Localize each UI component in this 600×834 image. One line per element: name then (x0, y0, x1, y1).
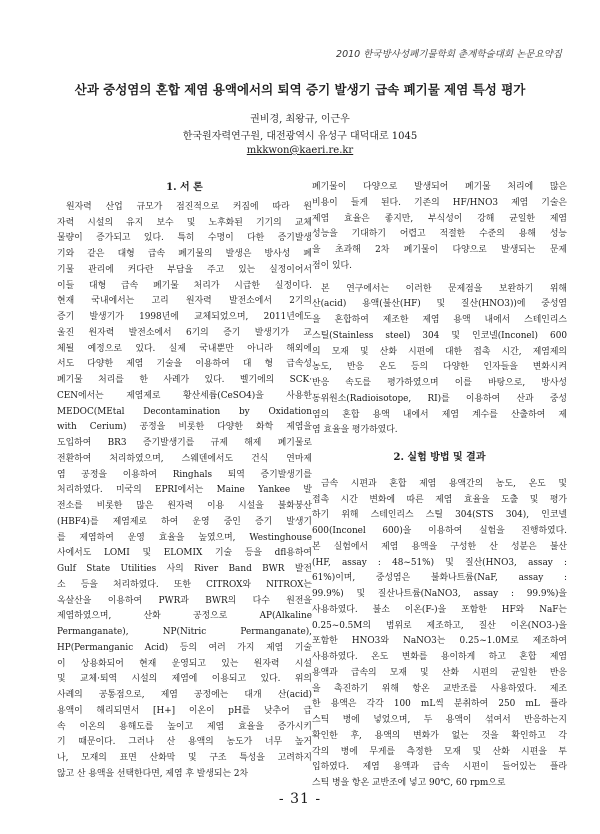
text-line: 금속 시편과 혼합 제염 용액간의 농도, 온도 및 (321, 478, 567, 489)
text-line: 비용이 들게 된다. 기존의 HF/HNO3 제염 기술은 (312, 197, 567, 208)
proceedings-header: 2010 한국방사성폐기물학회 춘계학술대회 논문요약집 (336, 49, 562, 60)
text-line: 을 혼합하여 제조한 제염 용액 내에서 스테인리스 (312, 315, 567, 325)
text-line: 0.25~0.5M의 범위로 제조하고, 질산 이온(NO3-)을 (312, 620, 567, 631)
paper-affiliation: 한국원자력연구원, 대전광역시 유성구 대덕대로 1045 (182, 131, 418, 142)
text-line: (HBF4)를 제염제로 하여 운영 중인 증기 발생기 (57, 516, 312, 527)
section-heading-methods: 2. 실험 방법 및 결과 (393, 452, 486, 463)
text-line: 기물 관리에 커다란 부담을 주고 있는 실정이어서 (57, 264, 312, 275)
text-line: 기와 같은 대형 급속 폐기물의 발생은 방사성 폐 (57, 249, 312, 259)
text-line: 점이 있다. (312, 260, 352, 271)
text-line: 물량이 증가되고 있다. 특히 수명이 다한 증기발생 (57, 233, 312, 244)
text-line: 사례의 공통점으로, 제염 공정에는 대개 산(acid) (57, 690, 312, 700)
methods-body (312, 477, 567, 792)
text-line: 스틱 병을 항온 교반조에 넣고 90℃, 60 rpm으로 (312, 778, 506, 788)
text-line: 원자력 산업 규모가 점진적으로 커짐에 따라 원 (66, 201, 312, 212)
paper-title: 산과 중성염의 혼합 제염 용액에서의 퇴역 증기 발생기 급속 폐기물 제염 특성 평가 (74, 82, 526, 97)
text-line: 염 효율을 평가하였다. (312, 425, 398, 436)
text-line: 염 공정을 이용하여 Ringhals 퇴역 증기발생기를 (57, 469, 312, 480)
intro-body-continued (312, 180, 567, 275)
text-line: Permanganate), NP(Nitric Permanganate), (57, 627, 312, 637)
text-line: 이들 대형 급속 폐기물 처리가 시급한 실정이다. (57, 280, 312, 291)
section-heading-intro: 1. 서 론 (166, 182, 203, 193)
text-line: 을 촉진하기 위해 항온 교반조를 사용하였다. 제조 (312, 683, 567, 694)
text-line: Gulf State Utilities 사의 River Band BWR 발전 (57, 564, 312, 574)
text-line: 속 이온의 용해도를 높이고 제염 효율을 증가시키 (57, 721, 312, 732)
text-line: (HF, assay : 48~51%) 및 질산(HNO3, assay : (312, 557, 567, 568)
author-email-link[interactable]: mkkwon@kaeri.re.kr (246, 145, 354, 156)
text-line: 기 때문이다. 그러나 산 용액의 농도가 너무 높거 (57, 737, 312, 748)
text-line: 전환하여 처리하였으며, 스웨덴에서도 건식 연마제 (57, 453, 312, 464)
text-line: 이 상용화되어 현재 운영되고 있는 원자력 시설 (57, 658, 312, 669)
text-line: 반응 속도를 평가하였으며 이를 바탕으로, 방사성 (312, 378, 567, 388)
text-line: 처리하였다. 미국의 EPRI에서는 Maine Yankee 발 (57, 485, 312, 496)
page-number: - 31 - (278, 791, 322, 807)
text-line: 사용하였다. 온도 변화를 용이하게 하고 혼합 제염 (312, 652, 567, 662)
text-line: 하기 위해 스테인리스 스틸 304(STS 304), 인코넬 (312, 510, 567, 521)
text-line: 사용하였다. 불소 이온(F-)을 포함한 HF와 NaF는 (312, 604, 567, 615)
intro-body-purpose (312, 282, 567, 440)
text-line: 확인한 후, 용액의 변화가 없는 것을 확인하고 각 (312, 730, 567, 741)
text-line: 염의 혼합 용액 내에서 제염 계수를 산출하여 제 (312, 409, 567, 420)
text-line: 포함한 HNO3와 NaNO3는 0.25~1.0M로 제조하여 (312, 636, 567, 647)
text-line: 옥살산을 이용하여 PWR과 BWR의 다수 원전을 (57, 595, 312, 606)
text-line: 을 초과해 2차 폐기물이 다양으로 발생되는 문제 (312, 245, 567, 255)
text-line: 도입하여 BR3 증기발생기를 규제 해제 폐기물로 (57, 438, 312, 448)
text-line: 용액과 급속의 모재 및 산화 시편의 균일한 반응 (312, 667, 567, 678)
text-line: 농도, 반응 온도 등의 다양한 인자들을 변화시켜 (312, 362, 567, 373)
text-line: 를 제염하여 운영 효율을 높였으며, Westinghouse (57, 532, 312, 543)
text-line: MEDOC(MEtal Decontamination by Oxidation (57, 406, 312, 417)
text-line: 자력 시설의 유지 보수 및 노후화된 기기의 교체 (57, 217, 312, 228)
text-line: 나, 모재의 표면 산화막 및 구조 특성을 고려하지 (57, 753, 312, 763)
intro-body (57, 200, 312, 783)
text-line: 제염 효율은 좋지만, 부식성이 강해 균일한 제염 (312, 213, 567, 224)
text-line: 본 연구에서는 이러한 문제점을 보완하기 위해 (321, 283, 567, 294)
text-line: 성능을 기대하기 어렵고 적절한 수준의 용해 성능 (312, 229, 567, 240)
text-line: 의 모재 및 산화 시편에 대한 접촉 시간, 제염제의 (312, 346, 567, 357)
text-line: 용액이 해리되면서 [H+] 이온이 pH를 낮추어 급 (57, 705, 312, 716)
text-line: 스틸(Stainless steel) 304 및 인코넬(Inconel) 600 (312, 330, 567, 341)
text-line: 체될 예정으로 있다. 실제 국내뿐만 아니라 해외에 (57, 343, 312, 354)
right-column (312, 180, 567, 792)
left-column (57, 180, 312, 783)
text-line: 600(Inconel 600)을 이용하여 실험을 진행하였다. (312, 526, 567, 536)
paper-authors: 권비경, 최왕규, 이근우 (250, 114, 350, 125)
text-line: 입하였다. 제염 용액과 급속 시편이 들어있는 플라 (312, 762, 567, 773)
text-line: 않고 산 용액을 선택한다면, 제염 후 발생되는 2차 (57, 768, 249, 779)
text-line: 증기 발생기가 1998년에 교체되었으며, 2011년에도 (57, 312, 312, 322)
text-line: 폐기물이 다양으로 발생되어 폐기물 처리에 많은 (312, 182, 567, 192)
text-line: 서도 다양한 제염 기술을 이용하여 대 형 급속성 (57, 359, 312, 370)
text-line: 사에서도 LOMI 및 ELOMIX 기술 등을 dfl용하여 (57, 548, 312, 559)
text-line: 및 교체·퇴역 시설의 제염에 이용되고 있다. 위의 (57, 674, 312, 685)
text-line: 현재 국내에서는 고리 원자력 발전소에서 2기의 (57, 296, 312, 307)
text-line: HP(Permanganic Acid) 등의 여러 가지 제염 기술 (57, 642, 312, 653)
text-line: 폐기물 처리를 한 사례가 있다. 벨기에의 SCK· (57, 375, 312, 385)
text-line: 제염하였으며, 산화 공정으로 AP(Alkaline (57, 611, 312, 622)
text-line: with Cerium) 공정을 비롯한 다양한 화학 제염을 (57, 422, 312, 433)
text-line: 각의 병에 무게를 측정한 모재 및 산화 시편을 투 (312, 746, 567, 757)
text-line: 전소를 비롯한 많은 원자력 이용 시설을 불화붕산 (57, 501, 312, 511)
text-line: 소 등을 처리하였다. 또한 CITROX와 NITROX는 (57, 579, 312, 590)
text-line: CEN에서는 제염제로 황산세륨(CeSO4)을 사용한 (57, 390, 312, 401)
text-line: 본 실험에서 제염 용액을 구성한 산 성분은 불산 (312, 541, 567, 552)
text-line: 산(acid) 용액(불산(HF) 및 질산(HNO3))에 중성염 (312, 299, 567, 310)
text-line: 61%)이며, 중성염은 불화나트륨(NaF, assay : (312, 573, 567, 584)
text-line: 스틱 병에 넣었으며, 두 용액이 섞여서 반응하는지 (312, 715, 567, 725)
text-line: 한 용액은 각각 100 mL씩 분취하여 250 mL 플라 (312, 699, 567, 710)
text-line: 울진 원자력 발전소에서 6기의 증기 발생기가 교 (57, 327, 312, 338)
text-line: 접촉 시간 변화에 따른 제염 효율을 도출 및 평가 (312, 494, 567, 505)
text-line: 99.9%) 및 질산나트륨(NaNO3, assay : 99.9%)을 (312, 589, 567, 599)
text-line: 동위원소(Radioisotope, RI)를 이용하여 산과 중성 (312, 393, 567, 404)
